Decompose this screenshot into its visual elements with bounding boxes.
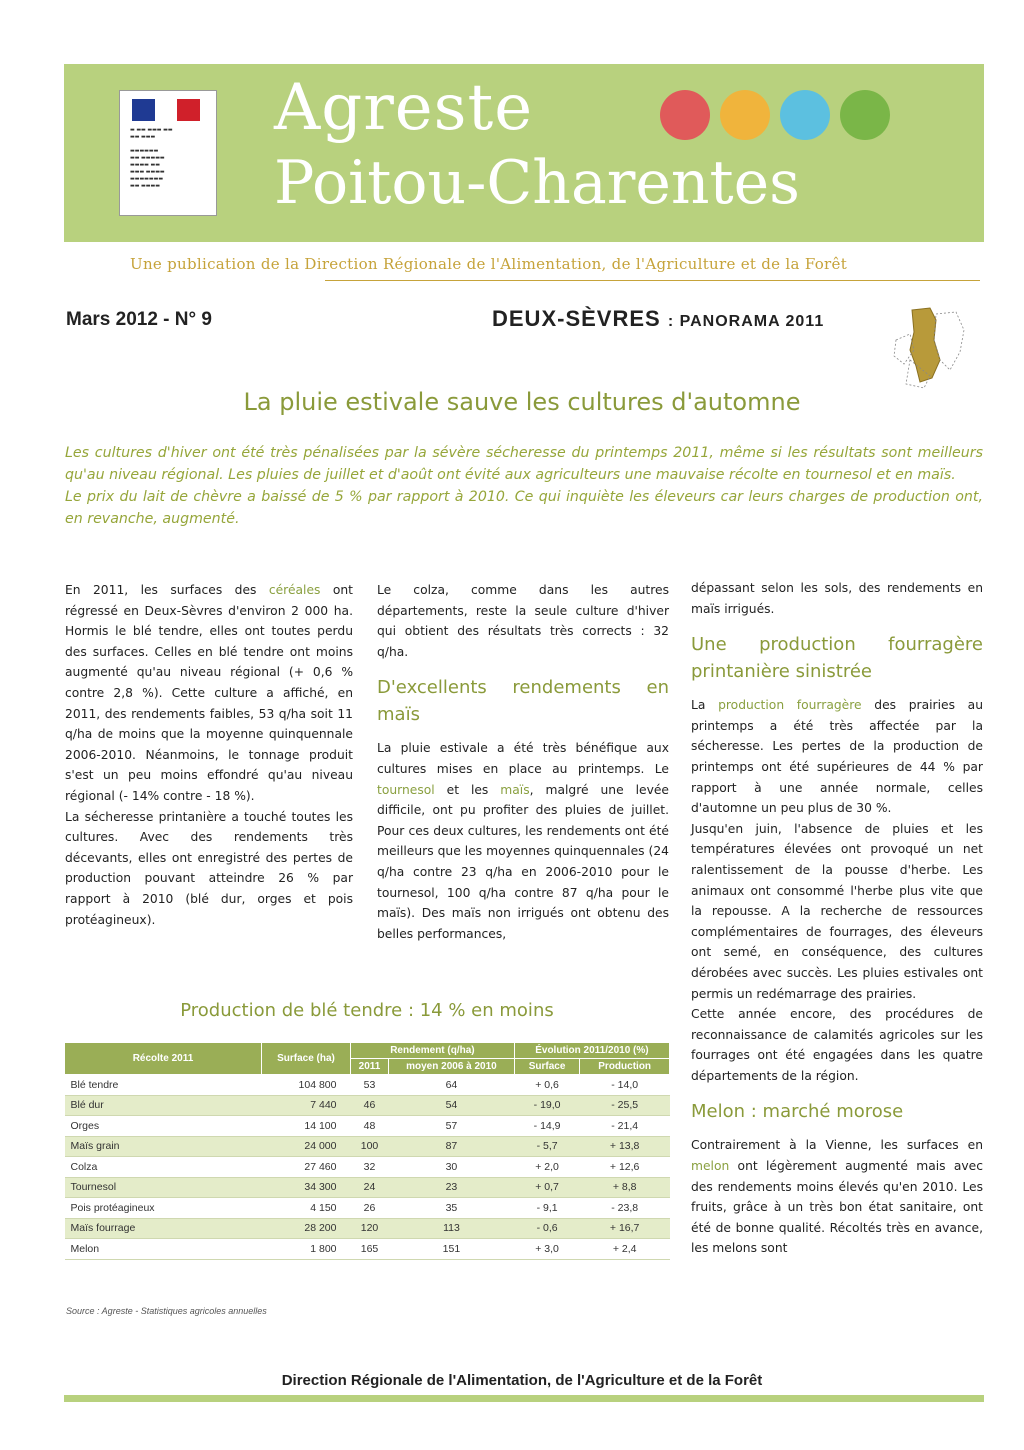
table-row — [65, 1075, 670, 1096]
crop-name-cell: Maïs grain — [65, 1136, 262, 1157]
keyword-link: production fourragère — [718, 698, 862, 713]
flag-icon — [132, 99, 200, 121]
value-cell: 24 — [351, 1177, 389, 1198]
value-cell: 54 — [389, 1095, 515, 1116]
text-run: En 2011, les surfaces des — [65, 583, 269, 597]
intro — [65, 442, 983, 530]
paragraph — [377, 738, 669, 944]
crop-name-cell: Colza — [65, 1157, 262, 1178]
section-heading: Melon : marché morose — [691, 1101, 904, 1123]
footer-bar — [64, 1395, 984, 1402]
publication-rule — [325, 280, 980, 281]
text-run: La pluie estivale a été très bénéfique aux cultures mises en place au printemps. Le — [377, 741, 669, 776]
brand-subtitle: Poitou-Charentes — [274, 148, 800, 218]
value-cell: + 12,6 — [580, 1157, 670, 1178]
value-cell: - 14,0 — [580, 1075, 670, 1096]
table-row — [65, 1157, 670, 1178]
header-yield: Rendement (q/ha) — [351, 1043, 515, 1059]
table-body — [65, 1075, 670, 1260]
value-cell: 30 — [389, 1157, 515, 1178]
value-cell: 28 200 — [262, 1218, 351, 1239]
section-heading: Une production fourragère printanière sinistrée — [691, 634, 983, 683]
text-run: et les — [434, 782, 501, 797]
header-crop: Récolte 2011 — [65, 1043, 262, 1075]
paragraph: Jusqu'en juin, l'absence de pluies et les températures élevées ont provoqué un net ralentissement de la pousse d'herbe. Les animaux ont consommé l'herbe plus vite que la repousse. A la recherche de ressources complémentaires de fourrages, des éleveurs ont semé, en conséquence, des cultures dérobées avec succès. Les pluies estivales ont permis un redémarrage des prairies. — [691, 821, 983, 1001]
value-cell: + 2,4 — [580, 1239, 670, 1260]
value-cell: - 21,4 — [580, 1116, 670, 1137]
crop-name-cell: Blé dur — [65, 1095, 262, 1116]
value-cell: - 0,6 — [514, 1218, 579, 1239]
value-cell: + 2,0 — [514, 1157, 579, 1178]
table-row — [65, 1177, 670, 1198]
value-cell: - 19,0 — [514, 1095, 579, 1116]
crop-name-cell: Pois protéagineux — [65, 1198, 262, 1219]
department-title — [492, 306, 824, 332]
crop-name-cell: Tournesol — [65, 1177, 262, 1198]
keyword-link: tournesol — [377, 782, 435, 797]
header-evol-surface: Surface — [514, 1059, 579, 1075]
table-title: Production de blé tendre : 14 % en moins — [180, 1000, 554, 1021]
text-run: des prairies au printemps a été très affectée par la sécheresse. Les pertes de la production de printemps ont été supérieures de 44 % par rapport à une année normale, celles d'automne un peu plus de 30 %. — [691, 698, 984, 816]
blue-dot-icon — [780, 90, 830, 140]
table-source: Source : Agreste - Statistiques agricoles annuelles — [66, 1306, 267, 1316]
value-cell: 46 — [351, 1095, 389, 1116]
text-run: La — [691, 698, 719, 713]
value-cell: - 5,7 — [514, 1136, 579, 1157]
column-3 — [691, 578, 983, 1259]
paragraph — [65, 580, 353, 807]
crop-name-cell: Maïs fourrage — [65, 1218, 262, 1239]
value-cell: 104 800 — [262, 1075, 351, 1096]
logo-text: ▬ ▬▬ ▬▬▬ ▬▬ ▬▬ ▬▬▬ ▬▬▬▬▬▬ ▬▬ ▬▬▬▬▬ ▬▬▬▬ ▬▬ ▬▬▬ ▬▬▬▬ ▬▬▬▬▬▬▬ ▬▬ ▬▬▬▬ — [130, 127, 173, 189]
table-row — [65, 1218, 670, 1239]
region-map-icon — [890, 300, 970, 390]
paragraph: dépassant selon les sols, des rendements en maïs irrigués. — [691, 581, 983, 616]
value-cell: 1 800 — [262, 1239, 351, 1260]
value-cell: 27 460 — [262, 1157, 351, 1178]
crop-name-cell: Melon — [65, 1239, 262, 1260]
value-cell: 32 — [351, 1157, 389, 1178]
headline: La pluie estivale sauve les cultures d'automne — [243, 388, 801, 416]
value-cell: 165 — [351, 1239, 389, 1260]
paragraph — [691, 695, 983, 819]
department-name: DEUX-SÈVRES — [492, 306, 661, 331]
value-cell: 4 150 — [262, 1198, 351, 1219]
value-cell: 120 — [351, 1218, 389, 1239]
value-cell: 7 440 — [262, 1095, 351, 1116]
header-banner — [64, 64, 984, 242]
paragraph: Le colza, comme dans les autres départements, reste la seule culture d'hiver qui obtient des résultats très corrects : 32 q/ha. — [377, 583, 669, 659]
header-yield-2011: 2011 — [351, 1059, 389, 1075]
value-cell: 151 — [389, 1239, 515, 1260]
header-surface: Surface (ha) — [262, 1043, 351, 1075]
publication-line: Une publication de la Direction Régionale de l'Alimentation, de l'Agriculture et de la Forêt — [130, 255, 848, 273]
keyword-link: melon — [691, 1159, 730, 1174]
value-cell: - 25,5 — [580, 1095, 670, 1116]
brand-title: Agreste — [274, 71, 534, 145]
keyword-link: céréales — [268, 583, 321, 597]
value-cell: 100 — [351, 1136, 389, 1157]
orange-dot-icon — [720, 90, 770, 140]
crop-name-cell: Orges — [65, 1116, 262, 1137]
section-heading: D'excellents rendements en maïs — [377, 677, 669, 726]
paragraph — [691, 1135, 983, 1259]
value-cell: 48 — [351, 1116, 389, 1137]
footer: Direction Régionale de l'Alimentation, de l'Agriculture et de la Forêt — [281, 1372, 763, 1389]
intro-paragraph: Le prix du lait de chèvre a baissé de 5 % par rapport à 2010. Ce qui inquiète les éleveurs car leurs charges de production ont, en revanche, augmenté. — [65, 489, 983, 527]
value-cell: + 0,6 — [514, 1075, 579, 1096]
text-run: Contrairement à la Vienne, les surfaces en — [691, 1138, 983, 1153]
value-cell: + 0,7 — [514, 1177, 579, 1198]
value-cell: 87 — [389, 1136, 515, 1157]
value-cell: 14 100 — [262, 1116, 351, 1137]
paragraph: La sécheresse printanière a touché toutes les cultures. Avec des rendements très décevants, elles ont enregistré des pertes de production pouvant atteindre 26 % par rapport à 2010 (blé dur, orges et pois protéagineux). — [65, 809, 353, 927]
column-1 — [65, 580, 353, 930]
table-row — [65, 1095, 670, 1116]
value-cell: + 16,7 — [580, 1218, 670, 1239]
text-run: , malgré une levée difficile, ont pu profiter des pluies de juillet. Pour ces deux cultures, les rendements ont été meilleurs que les moyennes quinquennales (24 q/ha contre 23 q/ha en 2006-2010 pour le tournesol, 100 q/ha contre 87 q/ha pour le maïs). Des maïs non irrigués ont obtenu des belles performances, — [377, 782, 669, 941]
issue-number: Mars 2012 - N° 9 — [66, 309, 212, 330]
value-cell: + 3,0 — [514, 1239, 579, 1260]
value-cell: - 14,9 — [514, 1116, 579, 1137]
table-row — [65, 1116, 670, 1137]
red-dot-icon — [660, 90, 710, 140]
header-yield-average: moyen 2006 à 2010 — [389, 1059, 515, 1075]
column-2 — [377, 580, 669, 944]
paragraph: Cette année encore, des procédures de reconnaissance de calamités agricoles sur les fourrages ont été engagées dans les quatre départements de la région. — [691, 1007, 983, 1083]
value-cell: 53 — [351, 1075, 389, 1096]
table-row — [65, 1136, 670, 1157]
crop-name-cell: Blé tendre — [65, 1075, 262, 1096]
intro-paragraph: Les cultures d'hiver ont été très pénalisées par la sévère sécheresse du printemps 2011, même si les résultats sont meilleurs qu'au niveau régional. Les pluies de juillet et d'août ont évité aux agriculteurs une mauvaise récolte en tournesol et en maïs. — [65, 445, 983, 483]
value-cell: - 23,8 — [580, 1198, 670, 1219]
value-cell: 34 300 — [262, 1177, 351, 1198]
value-cell: 64 — [389, 1075, 515, 1096]
republic-logo — [119, 90, 217, 216]
value-cell: + 13,8 — [580, 1136, 670, 1157]
text-run: ont régressé en Deux-Sèvres d'environ 2 000 ha. Hormis le blé tendre, elles ont toutes perdu des surfaces. Celles en blé tendre ont moins augmenté qu'au niveau régional (+ 0,6 % contre 2,8 %). Cette culture a affiché, en 2011, des rendements faibles, 53 q/ha soit 11 q/ha de moins que la moyenne quinquennale 2006-2010. Néanmoins, le tonnage produit s'est un peu moins effondré qu'au niveau régional (- 14% contre - 18 %). — [65, 583, 353, 803]
header-evol-production: Production — [580, 1059, 670, 1075]
value-cell: 35 — [389, 1198, 515, 1219]
green-dot-icon — [840, 90, 890, 140]
value-cell: - 9,1 — [514, 1198, 579, 1219]
value-cell: + 8,8 — [580, 1177, 670, 1198]
crop-table — [64, 1042, 670, 1260]
value-cell: 57 — [389, 1116, 515, 1137]
panorama-label: : PANORAMA 2011 — [667, 313, 825, 330]
value-cell: 26 — [351, 1198, 389, 1219]
table-row — [65, 1239, 670, 1260]
keyword-link: maïs — [500, 782, 530, 797]
value-cell: 23 — [389, 1177, 515, 1198]
header-evolution: Évolution 2011/2010 (%) — [514, 1043, 669, 1059]
value-cell: 113 — [389, 1218, 515, 1239]
table-row — [65, 1198, 670, 1219]
value-cell: 24 000 — [262, 1136, 351, 1157]
text-run: ont légèrement augmenté mais avec des rendements moins élevés qu'en 2010. Les fruits, grâce à un très bon état sanitaire, ont été de bonne qualité. Récoltés très en avance, les melons sont — [691, 1159, 983, 1256]
